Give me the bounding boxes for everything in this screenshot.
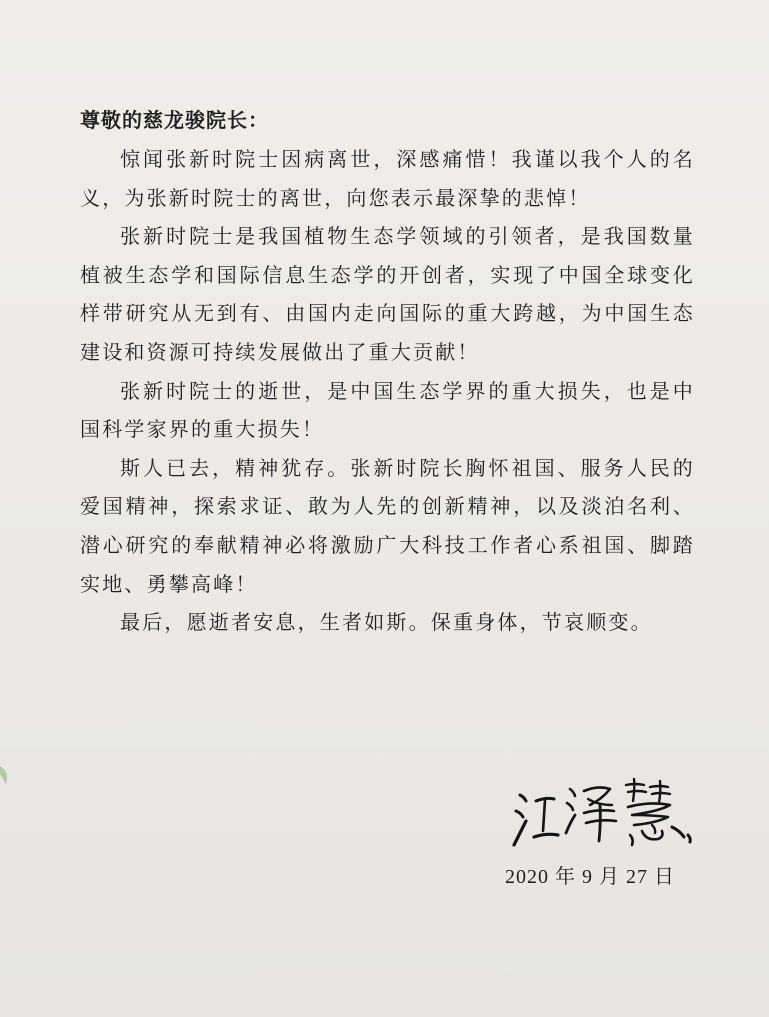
- paragraph-condolence: 惊闻张新时院士因病离世，深感痛惜！我谨以我个人的名义，为张新时院士的离世，向您表示最深挚的悲悼！: [80, 147, 695, 210]
- letter-date: 2020 年 9 月 27 日: [505, 866, 675, 888]
- paragraph-spirit: 斯人已去，精神犹存。张新时院长胸怀祖国、服务人民的爱国精神，探索求证、敢为人先的创新精神，以及淡泊名利、潜心研究的奉献精神必将激励广大科技工作者心系祖国、脚踏实地、勇攀高峰！: [80, 455, 695, 596]
- paragraph-achievements: 张新时院士是我国植物生态学领域的引领者，是我国数量植被生态学和国际信息生态学的开创者，实现了中国全球变化样带研究从无到有、由国内走向国际的重大跨越，为中国生态建设和资源可持续发展做出了重大贡献！: [80, 224, 695, 364]
- salutation: 尊敬的慈龙骏院长：: [80, 108, 269, 132]
- letter-body: [80, 140, 695, 642]
- paragraph-closing: 最后，愿逝者安息，生者如斯。保重身体，节哀顺变。: [120, 610, 653, 635]
- handwritten-signature: [510, 775, 695, 855]
- paragraph-loss: 张新时院士的逝世，是中国生态学界的重大损失，也是中国科学家界的重大损失！: [80, 378, 695, 442]
- leaf-decoration: [0, 760, 14, 790]
